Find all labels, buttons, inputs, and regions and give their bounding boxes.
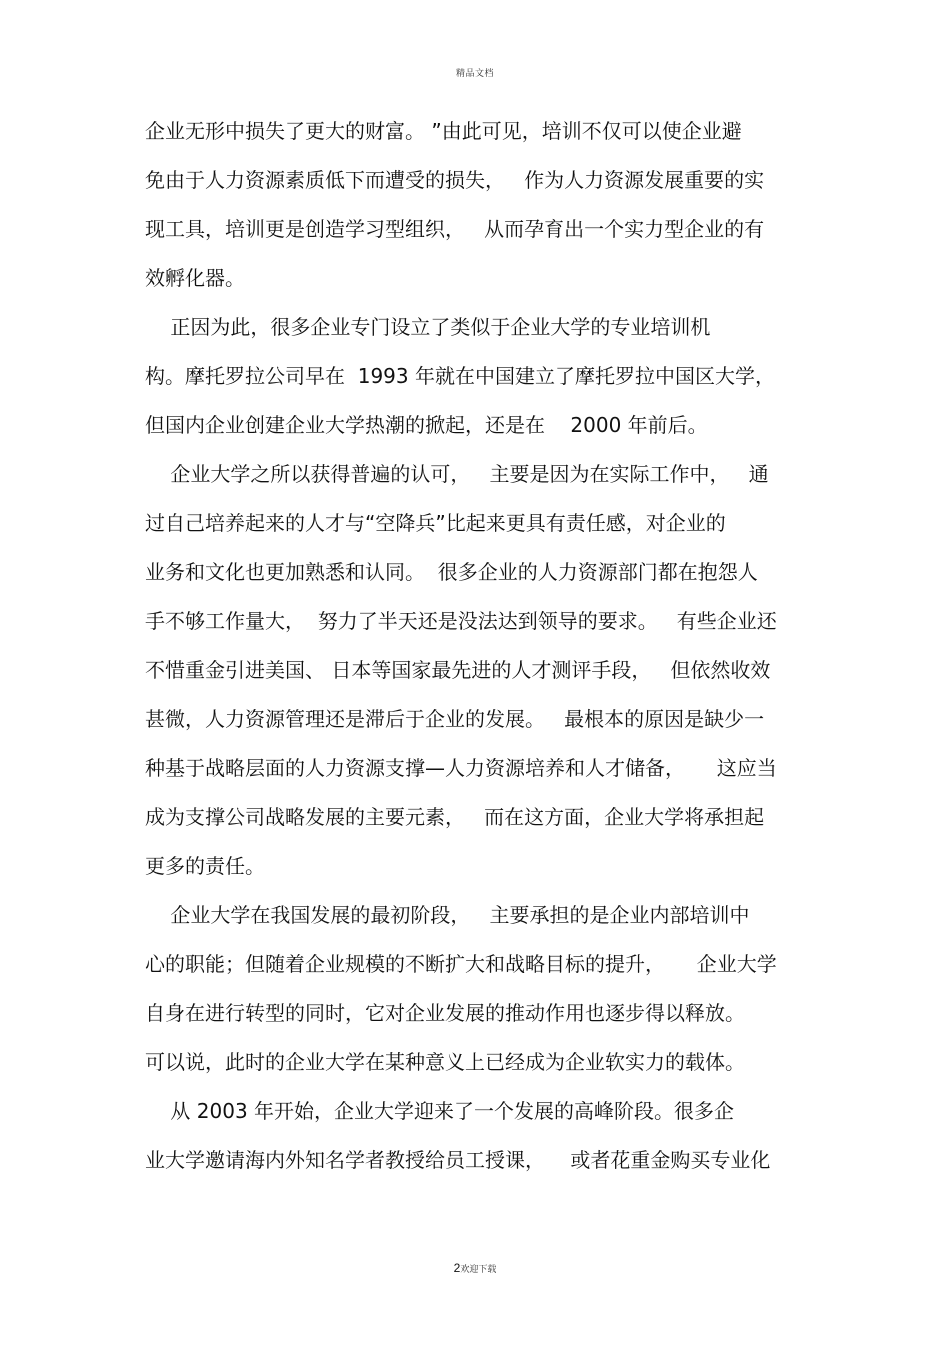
text-line: 手不够工作量大， 努力了半天还是没法达到领导的要求。 有些企业还: [145, 609, 777, 633]
text-line: 种基于战略层面的人力资源支撑—人力资源培养和人才储备， 这应当: [145, 756, 777, 780]
text-line: 构。摩托罗拉公司早在 1993 年就在中国建立了摩托罗拉中国区大学，: [145, 364, 775, 388]
text-line: 现工具，培训更是创造学习型组织， 从而孕育出一个实力型企业的有: [145, 217, 765, 241]
text-line: 从 2003 年开始，企业大学迎来了一个发展的高峰阶段。很多企: [145, 1099, 735, 1123]
text-line: 不惜重金引进美国、 日本等国家最先进的人才测评手段， 但依然收效: [145, 658, 771, 682]
page-footer: [0, 1261, 950, 1275]
text-line: 企业大学之所以获得普遍的认可， 主要是因为在实际工作中， 通: [145, 462, 769, 486]
text-line: 但国内企业创建企业大学热潮的掀起，还是在 2000 年前后。: [145, 413, 708, 437]
text-line: 成为支撑公司战略发展的主要元素， 而在这方面，企业大学将承担起: [145, 805, 765, 829]
text-line: 甚微，人力资源管理还是滞后于企业的发展。 最根本的原因是缺少一: [145, 707, 765, 731]
text-line: 企业大学在我国发展的最初阶段， 主要承担的是企业内部培训中: [145, 903, 750, 927]
text-line: 企业无形中损失了更大的财富。 ”由此可见，培训不仅可以使企业避: [145, 119, 742, 143]
text-line: 业大学邀请海内外知名学者教授给员工授课， 或者花重金购买专业化: [145, 1148, 771, 1172]
text-line: 正因为此，很多企业专门设立了类似于企业大学的专业培训机: [145, 315, 711, 339]
text-line: 效孵化器。: [145, 266, 245, 290]
footer-text: 欢迎下载: [460, 1265, 497, 1275]
text-line: 心的职能；但随着企业规模的不断扩大和战略目标的提升， 企业大学: [145, 952, 777, 976]
text-line: 自身在进行转型的同时，它对企业发展的推动作用也逐步得以释放。: [145, 1001, 745, 1025]
text-line: 免由于人力资源素质低下而遭受的损失， 作为人力资源发展重要的实: [145, 168, 765, 192]
text-line: 更多的责任。: [145, 854, 265, 878]
page-header: 精品文档: [455, 69, 494, 79]
text-line: 业务和文化也更加熟悉和认同。 很多企业的人力资源部门都在抱怨人: [145, 560, 758, 584]
text-line: 可以说，此时的企业大学在某种意义上已经成为企业软实力的载体。: [145, 1050, 745, 1074]
page-number: 2: [453, 1261, 461, 1275]
text-line: 过自己培养起来的人才与“空降兵”比起来更具有责任感，对企业的: [145, 511, 726, 535]
